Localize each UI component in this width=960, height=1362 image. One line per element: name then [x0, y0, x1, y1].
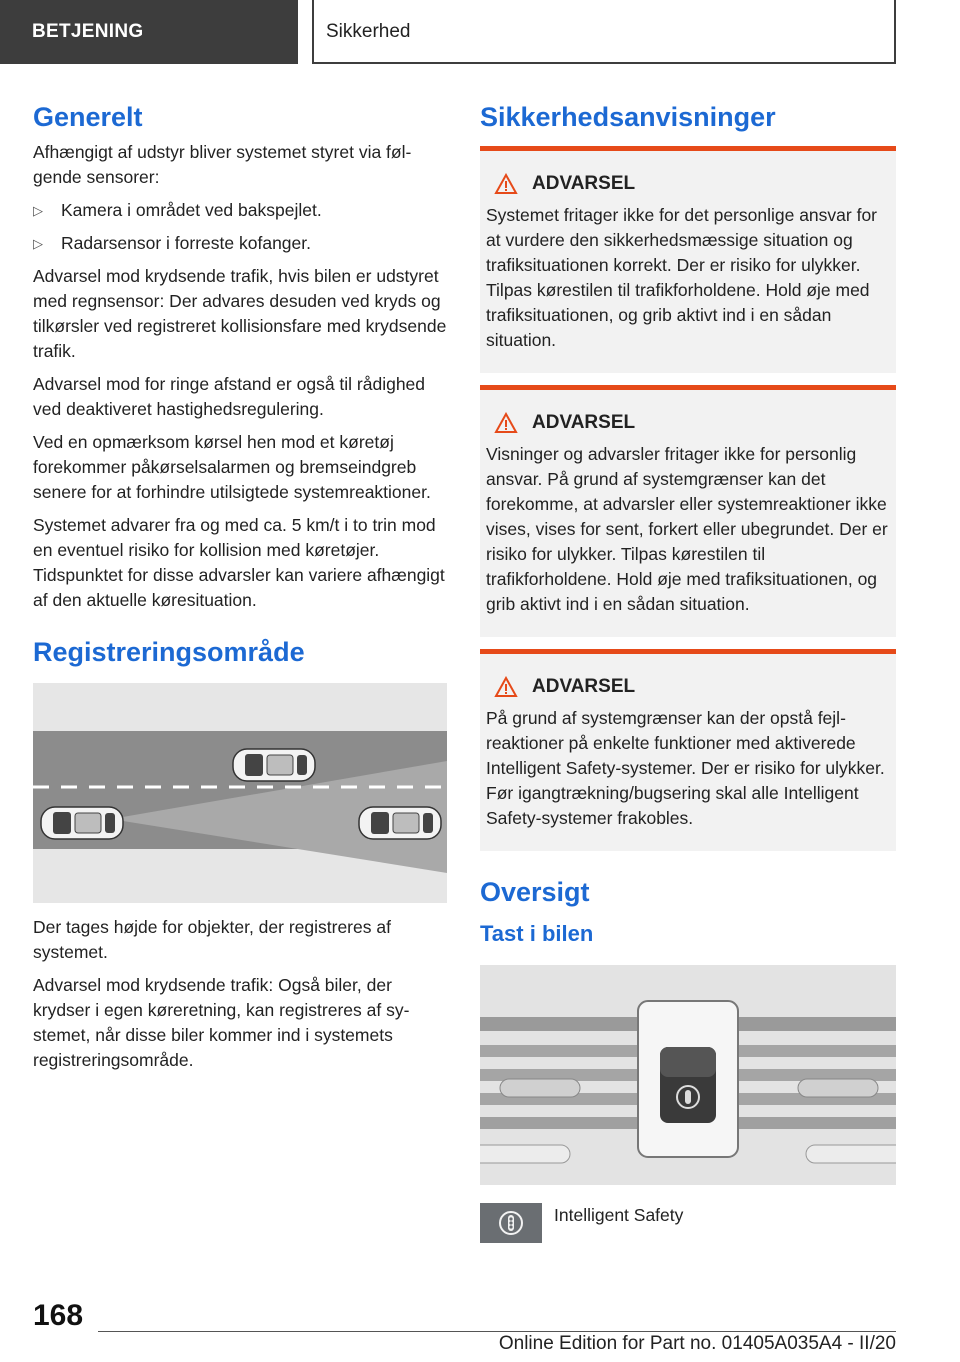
- triangle-right-icon: ▷: [33, 203, 43, 218]
- paragraph: Der tages højde for objekter, der registreres af systemet.: [33, 917, 391, 962]
- warning-text: Systemet fritager ikke for det personlige ansvar for at vurdere den sikkerhedsmæssige situation og trafiksituationen korrekt. Der er risiko for ulykker. Tilpas kørestilen til trafikforholdene. Hold øje med trafiksituationen, og grib aktivt ind i en sådan situation.: [486, 205, 878, 350]
- left-column: [33, 100, 447, 1081]
- road-illustration: [33, 683, 447, 903]
- warning-text: På grund af systemgrænser kan der opstå fejlreaktioner på enkelte funktioner med aktiverede Intelligent Safety-systemer. Der er risiko for ulykker. Før igangtrækning/bugsering skal alle Intelligent Safety-systemer frakobles.: [486, 708, 885, 828]
- warning-triangle-icon: [494, 676, 518, 698]
- page-header: [0, 0, 960, 64]
- warning-title: ADVARSEL: [532, 676, 636, 697]
- warning-title: ADVARSEL: [532, 412, 636, 433]
- sensor-list: [33, 198, 447, 256]
- dashboard-vent-illustration: [480, 965, 896, 1185]
- heading-tast-i-bilen: Tast i bilen: [480, 921, 594, 946]
- heading-registreringsomraade: Registreringsområde: [33, 637, 305, 667]
- paragraph: Ved en opmærksom kørsel hen mod et køretøj forekommer påkørselsalarmen og bremseindgreb senere for at forhindre utilsigtede systemreaktioner.: [33, 432, 431, 502]
- legend-label: Intelligent Safety: [554, 1205, 684, 1225]
- heading-oversigt: Oversigt: [480, 877, 590, 907]
- intelligent-safety-icon: [480, 1203, 542, 1243]
- page-footer: [0, 1295, 960, 1362]
- warning-title: ADVARSEL: [532, 173, 636, 194]
- detection-area-figure: [33, 683, 447, 903]
- list-item: ▷ Kamera i området ved bakspejlet.: [33, 198, 447, 223]
- edition-text: Online Edition for Part no. 01405A035A4 - II/20: [498, 1333, 896, 1354]
- footer-divider: [98, 1331, 896, 1332]
- warning-text: Visninger og advarsler fritager ikke for personlig ansvar. På grund af systemgrænser kan det forekomme, at advarsler eller systemreaktioner ikke vises, vises for sent, forkert eller ubegrundet. Der er risiko for ulykker. Tilpas kørestilen til trafikforholdene. Hold øje med trafiksituationen, og grib aktivt ind i en sådan situation.: [486, 444, 888, 614]
- right-column: [480, 100, 896, 1243]
- car-icon: [41, 807, 123, 839]
- section-tab: BETJENING: [0, 0, 298, 64]
- heading-generelt: Generelt: [33, 102, 143, 132]
- paragraph: Advarsel mod krydsende trafik, hvis bilen er udstyret med regnsensor: Der advares desuden ved kryds og tilkørsler ved registreret kollisionsfare med krydsende trafik.: [33, 266, 447, 361]
- car-icon: [359, 807, 441, 839]
- paragraph: Advarsel mod for ringe afstand er også til rådighed ved deaktiveret hastighedsregulering.: [33, 374, 426, 419]
- button-legend: [480, 1203, 896, 1243]
- button-photo: [480, 965, 896, 1185]
- page-number: 168: [33, 1299, 84, 1332]
- triangle-right-icon: ▷: [33, 236, 43, 251]
- heading-sikkerhedsanvisninger: Sikkerhedsanvisninger: [480, 102, 776, 132]
- warning-box: [480, 649, 896, 851]
- subsection-tab: Sikkerhed: [312, 0, 896, 64]
- warning-box: [480, 385, 896, 637]
- car-icon: [233, 749, 315, 781]
- warning-triangle-icon: [494, 412, 518, 434]
- paragraph: Advarsel mod krydsende trafik: Også biler, der krydser i egen køreretning, kan registreres af systemet, når disse biler kommer ind i systemets registreringsområde.: [33, 975, 410, 1070]
- intro-paragraph: Afhængigt af udstyr bliver systemet styret via følgende sensorer:: [33, 142, 412, 187]
- warning-triangle-icon: [494, 173, 518, 195]
- paragraph: Systemet advarer fra og med ca. 5 km/t i to trin mod en eventuel risiko for kollision med køretøjer. Tidspunktet for disse advarsler kan variere afhængigt af den aktuelle køresituation.: [33, 515, 445, 610]
- warning-box: [480, 146, 896, 373]
- list-item: ▷ Radarsensor i forreste kofanger.: [33, 231, 447, 256]
